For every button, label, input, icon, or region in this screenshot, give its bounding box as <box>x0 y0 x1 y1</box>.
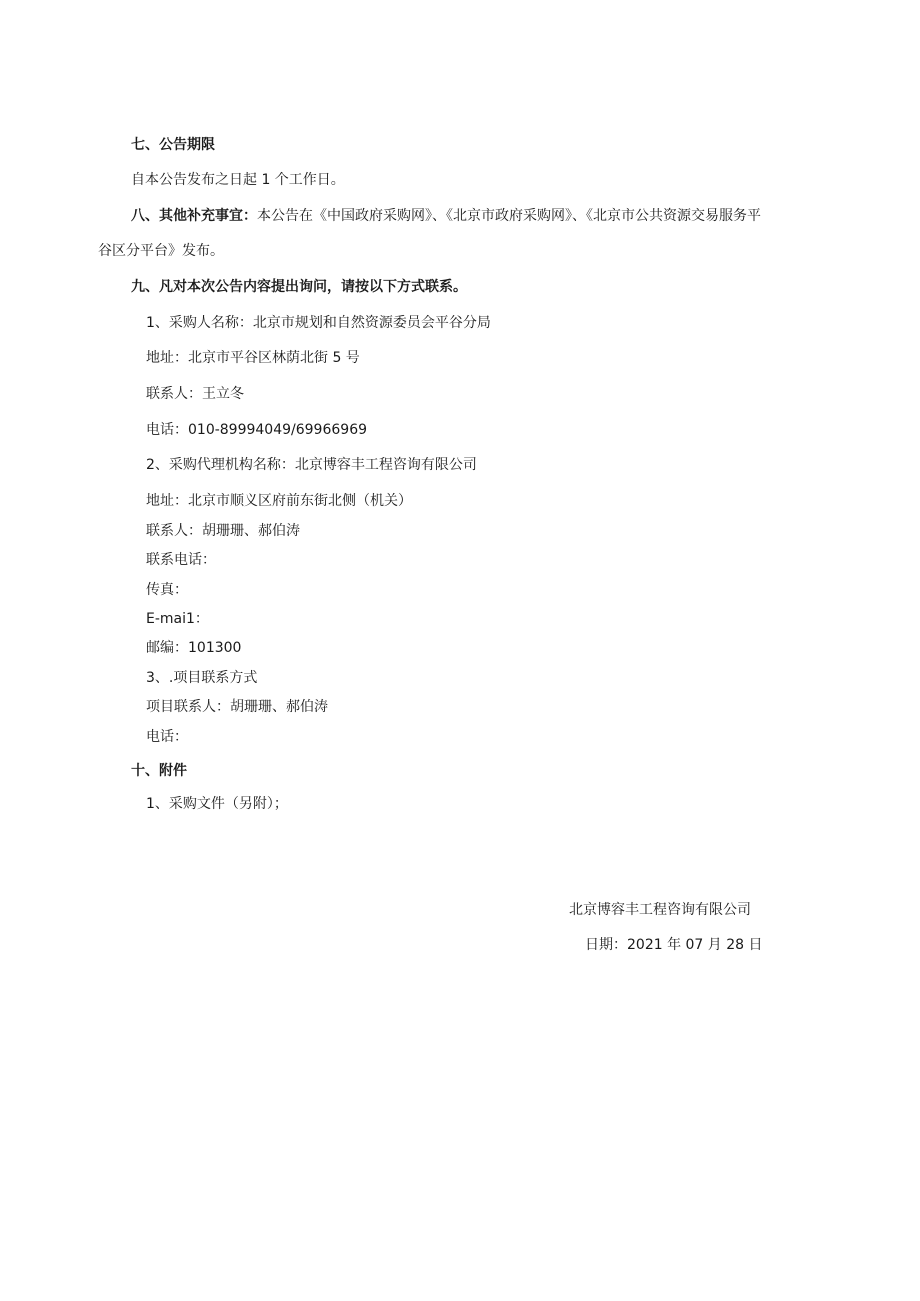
purchaser-phone: 电话：010-89994049/69966969 <box>146 422 368 438</box>
purchaser-contact: 联系人：王立冬 <box>146 386 244 402</box>
purchaser-address: 地址：北京市平谷区林荫北街 5 号 <box>146 350 360 366</box>
project-phone: 电话： <box>146 729 188 745</box>
signature-company: 北京博容丰工程咨询有限公司 <box>569 902 751 918</box>
signature-date: 日期：2021 年 07 月 28 日 <box>585 937 763 953</box>
section-8-text-continued: 谷区分平台》发布。 <box>98 243 224 259</box>
section-8-paragraph <box>131 206 761 226</box>
section-9-heading: 九、凡对本次公告内容提出询问，请按以下方式联系。 <box>131 279 467 295</box>
section-10-heading: 十、附件 <box>131 763 187 779</box>
agency-fax: 传真： <box>146 582 188 598</box>
agency-contact: 联系人：胡珊珊、郝伯涛 <box>146 523 300 539</box>
section-7-heading: 七、公告期限 <box>131 137 215 153</box>
purchaser-name: 1、采购人名称：北京市规划和自然资源委员会平谷分局 <box>146 315 491 331</box>
agency-phone: 联系电话： <box>146 552 216 568</box>
section-7-text: 自本公告发布之日起 1 个工作日。 <box>131 172 345 188</box>
attachment-item: 1、采购文件（另附）； <box>146 796 288 812</box>
agency-name: 2、采购代理机构名称：北京博容丰工程咨询有限公司 <box>146 457 477 473</box>
agency-address: 地址：北京市顺义区府前东街北侧（机关） <box>146 493 412 509</box>
project-contact-person: 项目联系人：胡珊珊、郝伯涛 <box>146 699 328 715</box>
section-8-heading: 八、其他补充事宜： <box>131 208 257 224</box>
section-8-text: 本公告在《中国政府采购网》、《北京市政府采购网》、《北京市公共资源交易服务平 <box>257 208 761 224</box>
agency-email: E-mai1： <box>146 611 209 627</box>
project-contact-title: 3、.项目联系方式 <box>146 670 258 686</box>
agency-postcode: 邮编：101300 <box>146 640 242 656</box>
